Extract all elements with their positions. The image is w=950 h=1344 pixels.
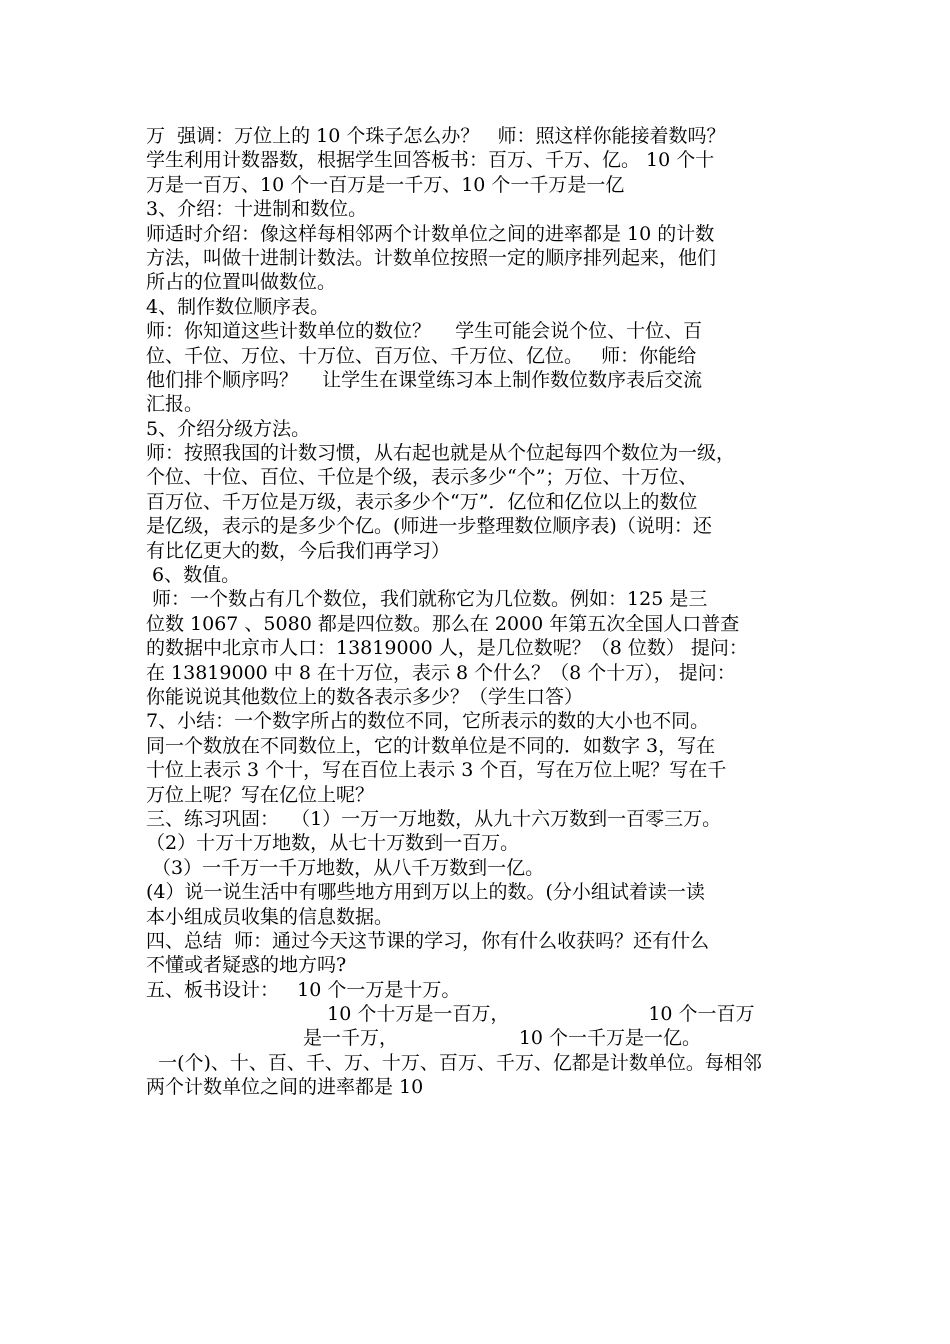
text-line: 的数据中北京市人口：13819000 人，是几位数呢？（8 位数） 提问： (146, 637, 748, 660)
text-line: 同一个数放在不同数位上，它的计数单位是不同的．如数字 3，写在 (146, 734, 716, 757)
text-line: 本小组成员收集的信息数据。 (146, 905, 394, 928)
text-line: 个位、十位、百位、千位是个级，表示多少“个”；万位、十万位、 (146, 466, 698, 489)
text-line: 在 13819000 中 8 在十万位，表示 8 个什么？（8 个十万）， 提问： (146, 661, 736, 684)
section-heading: 五、板书设计： 10 个一万是十万。 (146, 978, 461, 1001)
section-heading: 3、介绍：十进制和数位。 (146, 198, 368, 221)
section-heading: 4、制作数位顺序表。 (146, 295, 330, 318)
text-line: 师：你知道这些计数单位的数位？ 学生可能会说个位、十位、百 (146, 320, 703, 343)
text-line: 万位上呢？写在亿位上呢？ (146, 783, 375, 806)
text-line: 不懂或者疑惑的地方吗? (146, 954, 347, 977)
text-line: (4）说一说生活中有哪些地方用到万以上的数。(分小组试着读一读 (146, 881, 705, 904)
document-body (146, 124, 826, 1100)
section-heading: 四、总结 师：通过今天这节课的学习，你有什么收获吗？还有什么 (146, 929, 710, 952)
text-line: 所占的位置叫做数位。 (146, 271, 337, 294)
text-line: 十位上表示 3 个十，写在百位上表示 3 个百，写在万位上呢？写在千 (146, 759, 727, 782)
text-line: 是一千万， 10 个一千万是一亿。 (146, 1027, 702, 1050)
text-line: 10 个十万是一百万， 10 个一百万 (146, 1003, 755, 1026)
section-heading: 三、练习巩固： （1）一万一万地数，从九十六万数到一百零三万。 (146, 807, 722, 830)
text-line: 学生利用计数器数，根据学生回答板书：百万、千万、亿。 10 个十 (146, 149, 715, 172)
text-line: 你能说说其他数位上的数各表示多少？（学生口答） (146, 685, 584, 708)
text-line: 有比亿更大的数，今后我们再学习） (146, 539, 451, 562)
text-line: 师适时介绍：像这样每相邻两个计数单位之间的进率都是 10 的计数 (146, 222, 715, 245)
text-line: 位、千位、万位、十万位、百万位、千万位、亿位。 师：你能给 (146, 344, 697, 367)
text-line: 他们排个顺序吗？ 让学生在课堂练习本上制作数位数序表后交流 (146, 368, 703, 391)
text-line: 师：一个数占有几个数位，我们就称它为几位数。例如：125 是三 (146, 588, 708, 611)
text-line: （3）一千万一千万地数，从八千万数到一亿。 (146, 856, 545, 879)
text-line: 万是一百万、10 个一百万是一千万、10 个一千万是一亿 (146, 173, 625, 196)
text-line: （2）十万十万地数，从七十万数到一百万。 (146, 832, 520, 855)
text-line: 是亿级，表示的是多少个亿。(师进一步整理数位顺序表)（说明：还 (146, 515, 712, 538)
text-line: 百万位、千万位是万级，表示多少个“万”．亿位和亿位以上的数位 (146, 490, 698, 513)
text-line: 方法，叫做十进制计数法。计数单位按照一定的顺序排列起来，他们 (146, 246, 717, 269)
section-heading: 5、介绍分级方法。 (146, 417, 311, 440)
text-line: 师：按照我国的计数习惯，从右起也就是从个位起每四个数位为一级， (146, 442, 736, 465)
section-heading: 6、数值。 (146, 564, 241, 587)
text-line: 万 强调：万位上的 10 个珠子怎么办？ 师：照这样你能接着数吗？ (146, 125, 726, 147)
text-line: 汇报。 (146, 393, 204, 416)
text-line: 位数 1067 、5080 都是四位数。那么在 2000 年第五次全国人口普查 (146, 612, 740, 635)
text-line: 一(个)、十、百、千、万、十万、百万、千万、亿都是计数单位。每相邻 (146, 1051, 762, 1074)
section-heading: 7、小结：一个数字所占的数位不同，它所表示的数的大小也不同。 (146, 710, 710, 733)
text-line: 两个计数单位之间的进率都是 10 (146, 1076, 424, 1099)
